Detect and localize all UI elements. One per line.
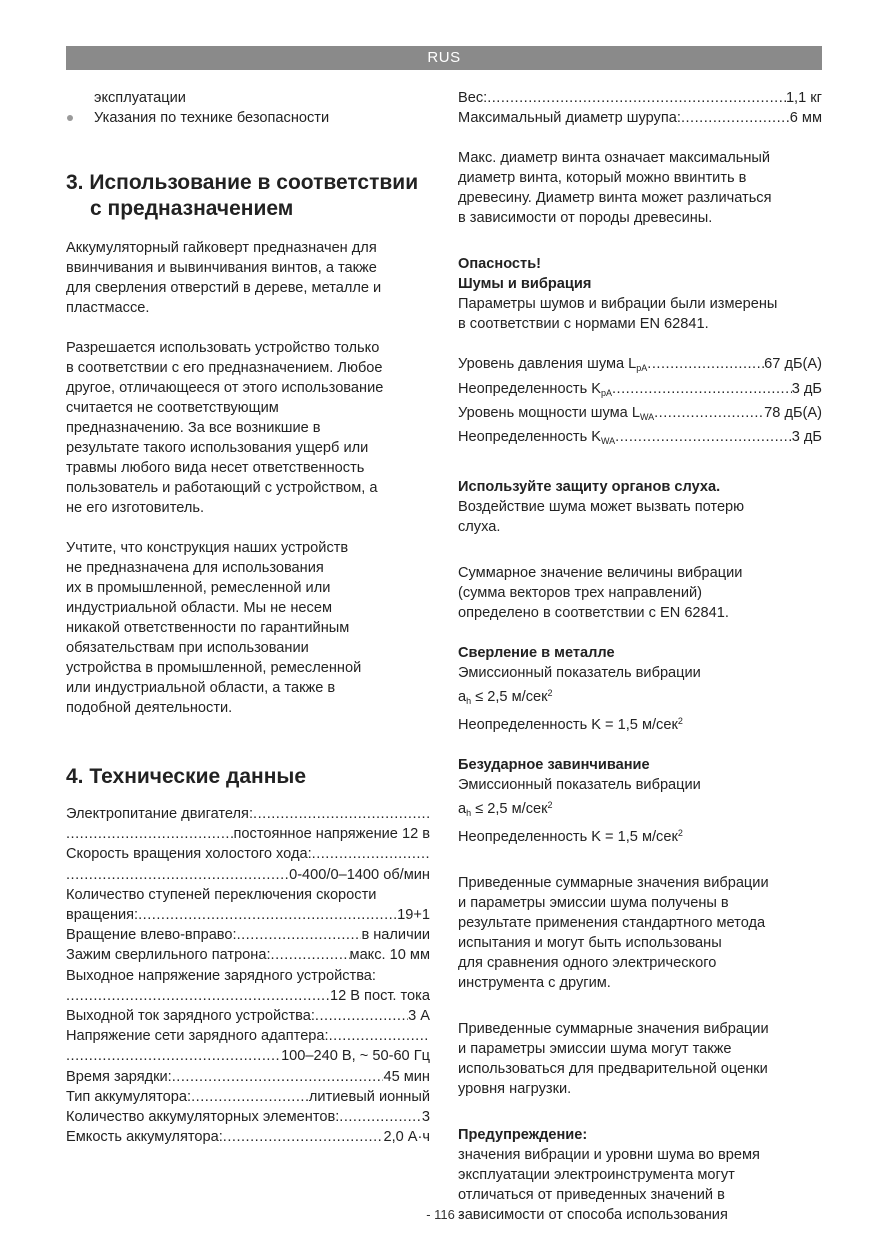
dot-leader [329, 1026, 430, 1046]
bullet-text: Указания по технике безопасности [94, 110, 330, 126]
noise-power-level: Уровень мощности шума $L_{WA}$ ..... 78 дБ(A) [458, 403, 822, 427]
bullet-item [66, 108, 430, 128]
danger-heading: Опасность! [458, 256, 542, 273]
spec-row [66, 1067, 430, 1087]
right-column [458, 88, 822, 1225]
dot-leader [172, 1067, 384, 1087]
spec-label: Зажим сверлильного патрона: [66, 947, 271, 964]
text-line: Воздействие шума может вызвать потерю [458, 499, 745, 516]
text-line: Приведенные суммарные значения вибрации [458, 875, 769, 892]
spec-value: постоянное напряжение 12 в [233, 826, 430, 843]
left-column [66, 88, 430, 1147]
text-line: значения вибрации и уровни шума во время [458, 1147, 760, 1164]
spec-row [66, 905, 430, 925]
paragraph-summary-1 [458, 873, 822, 993]
spec-row [66, 804, 430, 824]
spec-max-screw: Максимальный диаметр шурупа: ..... 6 мм [458, 108, 822, 128]
spec-value: 3 А [408, 1008, 430, 1025]
spec-value: 19+1 [397, 907, 430, 924]
text-line: и параметры эмиссии шума могут также [458, 1041, 732, 1058]
section-3-title-line2: с предназначением [90, 197, 294, 220]
text-line: пользователь и работающий с устройством, а [66, 480, 378, 496]
spec-weight: Вес: ..... 1,1 кг [458, 88, 822, 108]
language-label: RUS [427, 49, 461, 66]
spec-label: вращения: [66, 907, 139, 924]
text-line: или индустриальной области, а также в [66, 680, 336, 696]
spec-value: литиевый ионный [308, 1088, 430, 1105]
text-line: не предназначена для использования [66, 560, 324, 576]
spec-row [66, 1026, 430, 1046]
text-line: ввинчивания и вывинчивания винтов, а также [66, 260, 377, 276]
hearing-protection-heading: Используйте защиту органов слуха. [458, 479, 721, 496]
screwing-ah-value: $a_h \le 2,5$ м/сек$^2$ [458, 800, 553, 819]
text-line: Учтите, что конструкция наших устройств [66, 540, 349, 556]
text-line: подобной деятельности. [66, 700, 233, 716]
intro-tail: эксплуатации [94, 90, 186, 106]
page-number: - 116 - [426, 1207, 463, 1222]
text-line: Суммарное значение величины вибрации [458, 565, 743, 582]
dot-leader [253, 804, 430, 824]
dot-leader [312, 844, 430, 864]
spec-value: 45 мин [383, 1068, 430, 1085]
text-line: диаметр винта, который можно ввинтить в [458, 170, 747, 187]
spec-value: в наличии [361, 927, 430, 944]
noise-pressure-level: Уровень давления шума $L_{pA}$ ..... 67 дБ(A) [458, 354, 822, 378]
dot-leader [66, 986, 330, 1006]
spec-value: макс. 10 мм [349, 947, 430, 964]
text-line: Параметры шумов и вибрации были измерены [458, 296, 778, 313]
warning-heading: Предупреждение: [458, 1127, 588, 1144]
spec-row [66, 1087, 430, 1107]
section-3-number: 3. [66, 171, 84, 194]
spec-label: Выходной ток зарядного устройства: [66, 1008, 315, 1025]
bullet-icon [67, 115, 73, 121]
text-line: индустриальной области. Мы не несем [66, 600, 332, 616]
text-line: (сумма векторов трех направлений) [458, 585, 702, 602]
spec-label: Электропитание двигателя: [66, 806, 254, 822]
text-line: Приведенные суммарные значения вибрации [458, 1021, 769, 1038]
paragraph-vibration-total [458, 563, 822, 623]
dot-leader [138, 905, 397, 925]
spec-label: Выходное напряжение зарядного устройства: [66, 967, 376, 984]
spec-row [66, 1127, 430, 1147]
text-line: определено в соответствии с EN 62841. [458, 605, 729, 622]
text-line: результате применения стандартного метода [458, 915, 766, 932]
technical-specs-list [66, 804, 430, 1147]
spec-row [66, 925, 430, 945]
spec-row [66, 1107, 430, 1127]
spec-label: Количество аккумуляторных элементов: [66, 1109, 340, 1126]
dot-leader [339, 1107, 422, 1127]
text-line: не его изготовитель. [66, 500, 205, 516]
noise-pressure-uncertainty: Неопределенность $K_{pA}$ ..... 3 дБ [458, 379, 822, 403]
text-line: слуха. [458, 519, 501, 536]
spec-label: Емкость аккумулятора: [66, 1129, 223, 1146]
spec-value: 100–240 В, ~ 50-60 Гц [281, 1048, 430, 1065]
dot-leader [315, 1006, 408, 1026]
spec-label: Тип аккумулятора: [66, 1088, 192, 1105]
text-line: в соответствии с его предназначением. Любое [66, 360, 383, 376]
spec-row [66, 986, 430, 1006]
section-3-heading [66, 170, 430, 222]
text-line: в соответствии с нормами EN 62841. [458, 316, 709, 333]
spec-row [66, 885, 430, 905]
text-line: испытания и могут быть использованы [458, 935, 722, 952]
text-line: их в промышленной, ремесленной или [66, 580, 331, 596]
drilling-ah-value: $a_h \le 2,5$ м/сек$^2$ [458, 688, 553, 707]
screwing-uncertainty: Неопределенность K = 1,5 м/сек$^2$ [458, 828, 683, 846]
spec-value: 3 [421, 1109, 430, 1126]
text-line: Аккумуляторный гайковерт предназначен для [66, 240, 377, 256]
spec-label: Время зарядки: [66, 1068, 172, 1085]
text-line: Макс. диаметр винта означает максимальный [458, 150, 771, 167]
paragraph-hearing [458, 497, 822, 537]
dot-leader [271, 945, 350, 965]
spec-row [66, 966, 430, 986]
drilling-metal-heading: Сверление в металле [458, 645, 615, 662]
section-4-heading: 4. Технические данные [66, 765, 307, 788]
screwing-heading: Безударное завинчивание [458, 757, 650, 774]
text-line: никакой ответственности по гарантийным [66, 620, 350, 636]
paragraph-industrial-use [66, 538, 430, 718]
spec-row [66, 1046, 430, 1066]
spec-value: 2,0 А·ч [383, 1129, 430, 1146]
text-line: травмы любого вида несет ответственность [66, 460, 365, 476]
section-3-title-line1: Использование в соответствии [89, 171, 419, 194]
text-line: эксплуатации электроинструмента могут [458, 1167, 735, 1184]
drilling-emission-label: Эмиссионный показатель вибрации [458, 665, 701, 682]
noise-power-uncertainty: Неопределенность $K_{WA}$ ..... 3 дБ [458, 427, 822, 451]
paragraph-purpose [66, 238, 430, 318]
text-line: в зависимости от породы древесины. [458, 210, 713, 227]
dot-leader [66, 824, 234, 844]
dot-leader [237, 925, 362, 945]
spec-row [66, 844, 430, 864]
text-line: и параметры эмиссии шума получены в [458, 895, 729, 912]
paragraph-permitted-use [66, 338, 430, 518]
dot-leader [66, 865, 289, 885]
dot-leader [223, 1127, 384, 1147]
text-line: предназначению. За все возникшие в [66, 420, 321, 436]
spec-row [66, 945, 430, 965]
text-line: инструмента с другим. [458, 975, 611, 992]
text-line: использоваться для предварительной оценки [458, 1061, 768, 1078]
text-line: считается не соответствующим [66, 400, 279, 416]
screwing-emission-label: Эмиссионный показатель вибрации [458, 777, 701, 794]
text-line: устройства в промышленной, ремесленной [66, 660, 362, 676]
spec-value: 12 В пост. тока [329, 987, 430, 1004]
spec-label: Вращение влево-вправо: [66, 927, 237, 944]
text-line: для сравнения одного электрического [458, 955, 717, 972]
spec-label: Скорость вращения холостого хода: [66, 846, 312, 863]
spec-row [66, 824, 430, 844]
text-line: зависимости от способа использования [458, 1207, 728, 1224]
dot-leader [66, 1046, 281, 1066]
text-line: древесину. Диаметр винта может различаться [458, 190, 772, 207]
text-line: для сверления отверстий в дереве, металле и [66, 280, 382, 296]
text-line: результате такого использования ущерб или [66, 440, 369, 456]
paragraph-noise [458, 294, 822, 334]
spec-row [66, 865, 430, 885]
spec-row [66, 1006, 430, 1026]
text-line: обязательствам при использовании [66, 640, 309, 656]
paragraph-summary-2 [458, 1019, 822, 1099]
text-line: уровня нагрузки. [458, 1081, 572, 1098]
paragraph-screw-diameter [458, 148, 822, 228]
text-line: Разрешается использовать устройство только [66, 340, 380, 356]
text-line: отличаться от приведенных значений в [458, 1187, 725, 1204]
text-line: пластмассе. [66, 300, 150, 316]
text-line: другое, отличающееся от этого использование [66, 380, 384, 396]
spec-label: Напряжение сети зарядного адаптера: [66, 1028, 329, 1045]
noise-vibration-heading: Шумы и вибрация [458, 276, 592, 293]
drilling-uncertainty: Неопределенность K = 1,5 м/сек$^2$ [458, 716, 683, 734]
dot-leader [191, 1087, 309, 1107]
spec-value: 0-400/0–1400 об/мин [289, 866, 430, 883]
spec-label: Количество ступеней переключения скорости [66, 886, 377, 903]
language-header-bar [66, 46, 822, 70]
